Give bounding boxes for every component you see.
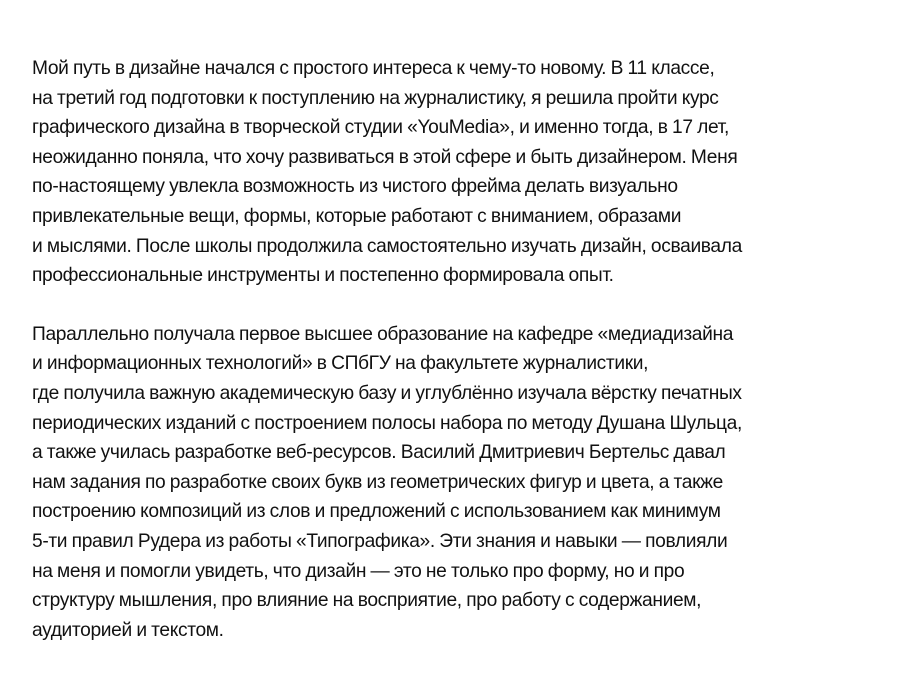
paragraph-line: Параллельно получала первое высшее образование на кафедре «медиадизайна xyxy=(32,323,734,345)
paragraph-line: на третий год подготовки к поступлению на журналистику, я решила пройти курс xyxy=(32,87,719,109)
text-block xyxy=(32,54,882,645)
paragraph-line: по-настоящему увлекла возможность из чистого фрейма делать визуально xyxy=(32,176,678,198)
paragraph-line: графического дизайна в творческой студии «YouMedia», и именно тогда, в 17 лет, xyxy=(32,117,729,139)
paragraph-education xyxy=(32,320,882,646)
paragraph-line: профессиональные инструменты и постепенно формировала опыт. xyxy=(32,265,614,287)
paragraph-line: 5-ти правил Рудера из работы «Типографика». Эти знания и навыки — повлияли xyxy=(32,530,728,552)
paragraph-line: где получила важную академическую базу и углублённо изучала вёрстку печатных xyxy=(32,382,742,404)
paragraph-design-path xyxy=(32,54,882,291)
paragraph-line: и мыслями. После школы продолжила самостоятельно изучать дизайн, осваивала xyxy=(32,235,742,257)
paragraph-line: структуру мышления, про влияние на восприятие, про работу с содержанием, xyxy=(32,590,702,612)
paragraph-line: привлекательные вещи, формы, которые работают с вниманием, образами xyxy=(32,205,682,227)
paragraph-line: Мой путь в дизайне начался с простого интереса к чему-то новому. В 11 классе, xyxy=(32,58,715,79)
paragraph-line: неожиданно поняла, что хочу развиваться в этой сфере и быть дизайнером. Меня xyxy=(32,146,738,168)
paragraph-line: а также училась разработке веб-ресурсов. Василий Дмитриевич Бертельс давал xyxy=(32,442,726,464)
paragraph-line: построению композиций из слов и предложений с использованием как минимум xyxy=(32,501,721,523)
paragraph-line: и информационных технологий» в СПбГУ на факультете журналистики, xyxy=(32,353,649,375)
paragraph-line: на меня и помогли увидеть, что дизайн — это не только про форму, но и про xyxy=(32,560,685,582)
paragraph-line: нам задания по разработке своих букв из геометрических фигур и цвета, а также xyxy=(32,471,723,493)
paragraph-line: периодических изданий с построением полосы набора по методу Душана Шульца, xyxy=(32,412,742,434)
paragraph-line: аудиторией и текстом. xyxy=(32,619,224,641)
